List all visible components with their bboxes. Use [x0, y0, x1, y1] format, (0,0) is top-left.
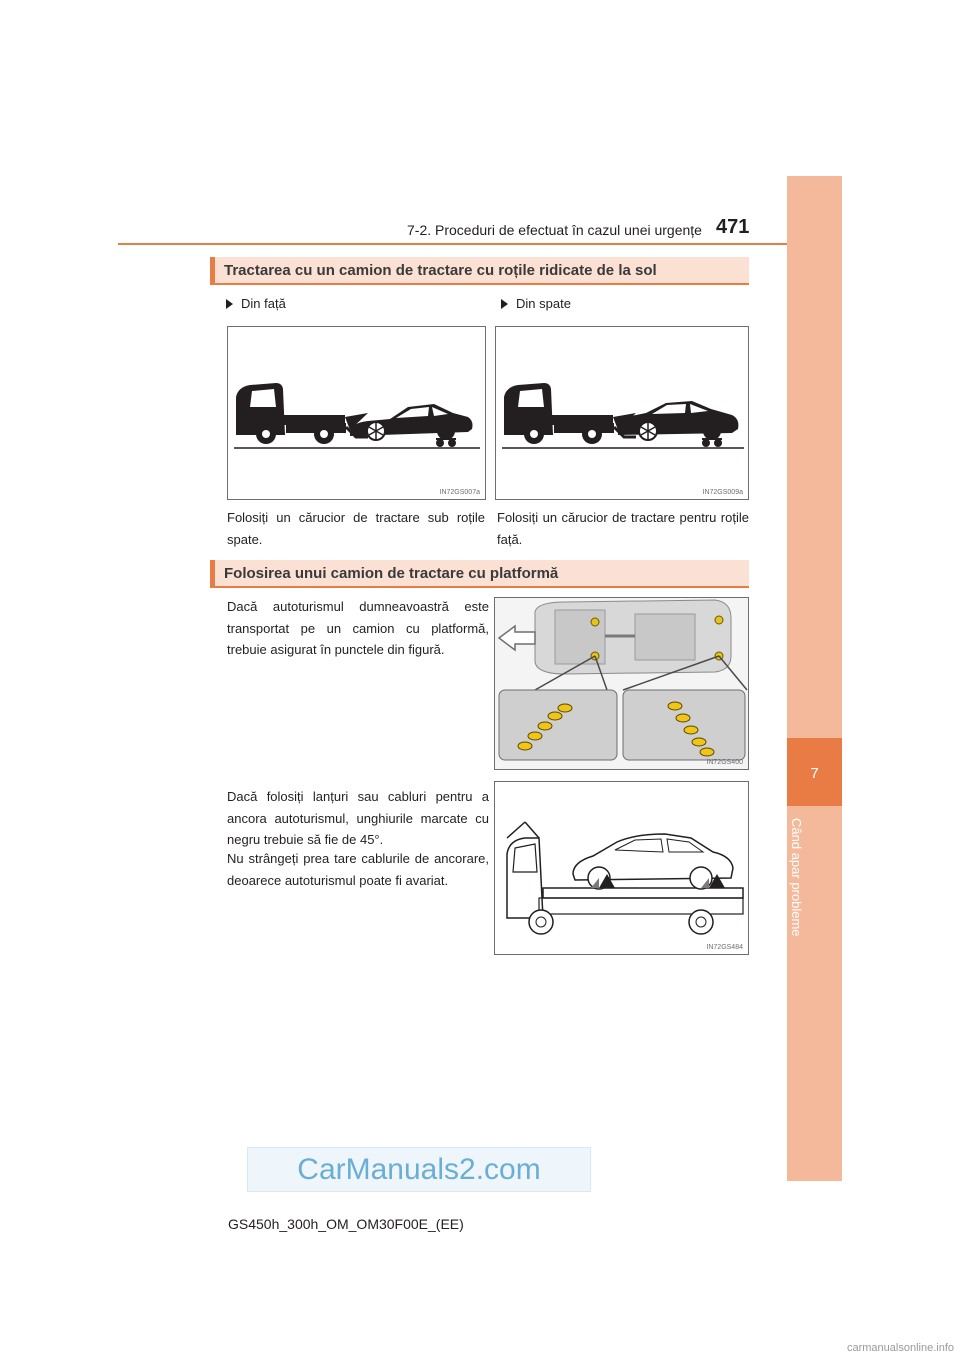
figure-code: IN72GS400: [706, 759, 743, 766]
section-heading-flatbed: [210, 560, 749, 588]
section-heading-text: Folosirea unui camion de tractare cu platformă: [224, 565, 559, 582]
paragraph-cable-warning: Nu strângeți prea tare cablurile de ancorare, deoarece autoturismul poate fi avariat.: [227, 851, 489, 888]
tow-truck-front-illustration: [228, 327, 486, 500]
tie-down-illustration: [495, 598, 749, 770]
bullet-front: [226, 296, 286, 311]
figure-code: IN72GS007a: [439, 489, 480, 496]
bullet-front-label: Din față: [241, 296, 286, 311]
figure-flatbed-truck: [494, 781, 749, 955]
bullet-arrow-icon: [501, 299, 508, 309]
caption-rear: Folosiți un cărucior de tractare pentru roțile față.: [497, 510, 749, 547]
paragraph-flatbed-securing: Dacă autoturismul dumneavoastră este transportat pe un camion cu platformă, trebuie asigurat în punctele din figură.: [227, 599, 489, 657]
watermark-text: CarManuals2.com: [297, 1153, 541, 1186]
page-number: 471: [716, 216, 750, 238]
header-section-title: 7-2. Proceduri de efectuat în cazul unei urgențe: [407, 222, 702, 238]
section-heading-wheel-lift: [210, 257, 749, 285]
figure-code: IN72GS009a: [702, 489, 743, 496]
bullet-rear: [501, 296, 571, 311]
chapter-title: Când apar probleme: [789, 818, 804, 937]
section-heading-text: Tractarea cu un camion de tractare cu roțile ridicate de la sol: [224, 262, 657, 279]
watermark-banner[interactable]: [247, 1147, 591, 1192]
paragraph-chain-angles: Dacă folosiți lanțuri sau cabluri pentru a ancora autoturismul, unghiurile marcate cu negru trebuie să fie de 45°.: [227, 789, 489, 847]
bullet-rear-label: Din spate: [516, 296, 571, 311]
footer-model-code: GS450h_300h_OM_OM30F00E_(EE): [228, 1216, 464, 1232]
chapter-number: 7: [810, 765, 819, 782]
figure-rear-tow: [495, 326, 749, 500]
caption-front: Folosiți un cărucior de tractare sub roțile spate.: [227, 510, 485, 547]
side-chapter-strip: [787, 176, 842, 1181]
header-rule: [118, 243, 787, 245]
bullet-arrow-icon: [226, 299, 233, 309]
watermark-secondary[interactable]: carmanualsonline.info: [846, 1342, 954, 1354]
flatbed-illustration: [495, 782, 749, 955]
figure-tie-down-points: [494, 597, 749, 770]
figure-code: IN72GS484: [706, 944, 743, 951]
tow-truck-rear-illustration: [496, 327, 749, 500]
figure-front-tow: [227, 326, 486, 500]
